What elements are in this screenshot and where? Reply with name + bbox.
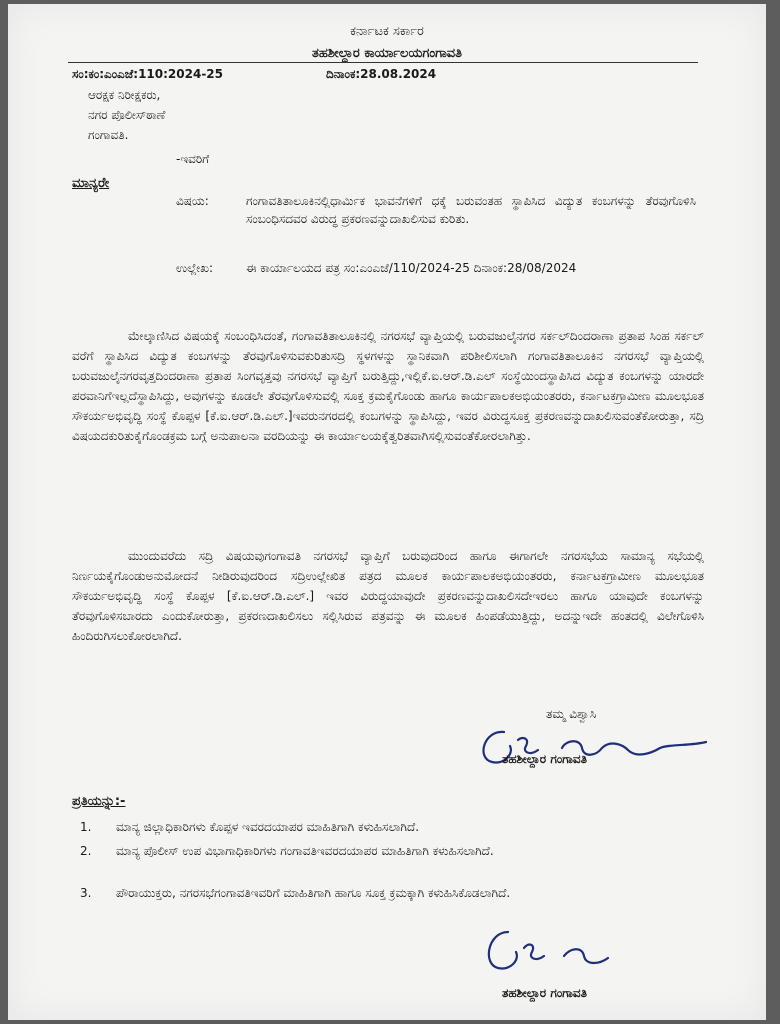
copy-item-text: ಪೌರಾಯುಕ್ತರು, ನಗರಸಭೆಗಂಗಾವತಿಇವರಿಗೆ ಮಾಹಿತಿಗಾಗಿ ಹಾಗೂ ಸೂಕ್ತ ಕ್ರಮಕ್ಕಾಗಿ ಕಳುಹಿಸಿಕೊಡಲಾಗಿದೆ. xyxy=(116,886,511,900)
copy-item-text: ಮಾನ್ಯ ಜಿಲ್ಲಾಧಿಕಾರಿಗಳು ಕೊಪ್ಪಳ ಇವರದಯಾಪರ ಮಾಹಿತಿಗಾಗಿ ಕಳುಹಿಸಲಾಗಿದೆ. xyxy=(116,820,420,834)
copy-item-text: ಮಾನ್ಯ ಪೊಲೀಸ್ ಉಪ ವಿಭಾಗಾಧಿಕಾರಿಗಳು ಗಂಗಾವತಿಇವರದಯಾಪರ ಮಾಹಿತಿಗಾಗಿ ಕಳುಹಿಸಲಾಗಿದೆ. xyxy=(116,844,494,858)
signatory-title-2: ತಹಶೀಲ್ದಾರ ಗಂಗಾವತಿ xyxy=(502,986,587,1000)
subject-label: ವಿಷಯ: xyxy=(176,194,209,208)
subject-text: ಗಂಗಾವತಿತಾಲೂಕಿನಲ್ಲಿಧಾರ್ಮಿಕ ಭಾವನೆಗಳಿಗೆ ಧಕ್ಕೆ ಬರುವಂತಹ ಸ್ಥಾಪಿಸಿದ ವಿದ್ಯುತ ಕಂಬಗಳನ್ನು ತೆರವುಗೊಳಿಸಿ ಸಂಬಂಧಿಸದವರ ವಿರುದ್ಧ ಪ್ರಕರಣವನ್ನುದಾಖಲಿಸುವ ಕುರಿತು. xyxy=(246,194,696,226)
copy-item-number: 2. xyxy=(80,844,92,858)
letter-date: ದಿನಾಂಕ:28.08.2024 xyxy=(326,67,437,81)
reference-label: ಉಲ್ಲೇಖ: xyxy=(176,261,214,275)
addressee-line-3: ಗಂಗಾವತಿ. xyxy=(88,128,129,142)
copy-item-number: 3. xyxy=(80,886,92,900)
addressee-line-1: ಆರಕ್ಷಕ ನಿರೀಕ್ಷಕರು, xyxy=(88,88,161,102)
signatory-title-1: ತಹಶೀಲ್ದಾರ ಗಂಗಾವತಿ xyxy=(502,752,587,766)
copies-heading: ಪ್ರತಿಯನ್ನು:- xyxy=(72,794,126,809)
reference-text: ಈ ಕಾರ್ಯಾಲಯದ ಪತ್ರ ಸಂ:ಎಂಎಜೆ/110/2024-25 ದಿನಾಂಕ:28/08/2024 xyxy=(246,261,577,275)
copy-item-3 xyxy=(80,884,704,920)
copy-item-number: 1. xyxy=(80,820,92,834)
addressee-line-4: -ಇವರಿಗೆ xyxy=(176,152,210,166)
signature-2 xyxy=(478,922,678,980)
copy-item-1 xyxy=(80,818,704,836)
government-heading: ಕರ್ನಾಟಕ ಸರ್ಕಾರ xyxy=(350,24,424,39)
body-paragraph-2: ಮುಂದುವರೆದು ಸದ್ರಿ ವಿಷಯವುಗಂಗಾವತಿ ನಗರಸಭೆ ವ್ಯಾಪ್ತಿಗೆ ಬರುವುದರಿಂದ ಹಾಗೂ ಈಗಾಗಲೇ ನಗರಸಭೆಯ ಸಾಮಾನ್ಯ ಸಭೆಯಲ್ಲಿ ನಿರ್ಣಯಕೈಗೊಂಡುಅನುಮೋದನೆ ನೀಡಿರುವುದರಿಂದ ಸದ್ರಿಉಲ್ಲೇಖಿತ ಪತ್ರದ ಮೂಲಕ ಕಾರ್ಯಪಾಲಕಅಭಿಯಂತರರು, ಕರ್ನಾಟಕಗ್ರಾಮೀಣ ಮೂಲಭೂತ ಸೌಕರ್ಯಅಭಿವೃದ್ಧಿ ಸಂಸ್ಥೆ ಕೊಪ್ಪಳ [ಕೆ.ಐ.ಆರ್.ಡಿ.ಎಲ್.] ಇವರ ವಿರುದ್ಧಯಾವುದೇ ಪ್ರಕರಣವನ್ನುದಾಖಲಿಸದೇಇರಲು ಹಾಗೂ ಯಾವುದೇ ಕಂಬಗಳನ್ನು ತೆರವುಗೊಳಿಸಬಾರದು ಎಂದುಕೋರುತ್ತಾ, ಪ್ರಕರಣದಾಖಲಿಸಲು ಸಲ್ಲಿಸಿರುವ ಪತ್ರವನ್ನು ಈ ಮೂಲಕ ಹಿಂಪಡೆಯುತ್ತಿದ್ದು, ಅದನ್ನುಇದೇ ಹಂತದಲ್ಲಿ ವಿಲೇಗೊಳಿಸಿ ಹಿಂದಿರುಗಿಸಲುಕೋರಲಾಗಿದೆ. xyxy=(72,549,704,643)
letter-page xyxy=(8,4,766,1020)
salutation: ಮಾನ್ಯರೇ xyxy=(72,176,110,191)
header-divider xyxy=(68,62,698,63)
closing-line: ತಮ್ಮ ವಿಶ್ವಾಸಿ xyxy=(546,707,597,721)
office-heading: ತಹಶೀಲ್ದಾರ ಕಾರ್ಯಾಲಯಗಂಗಾವತಿ xyxy=(311,46,463,61)
body-paragraph-1: ಮೇಲ್ಕಾಣಿಸಿದ ವಿಷಯಕ್ಕೆ ಸಂಬಂಧಿಸಿದಂತೆ, ಗಂಗಾವತಿತಾಲೂಕಿನಲ್ಲಿ ನಗರಸಭೆ ವ್ಯಾಪ್ತಿಯಲ್ಲಿ ಬರುವಜುಲೈನಗರ ಸರ್ಕಲ್‌ದಿಂದರಾಣಾ ಪ್ರತಾಪ ಸಿಂಹ ಸರ್ಕಲ್ ವರೆಗೆ ಸ್ಥಾಪಿಸಿದ ವಿದ್ಯುತ ಕಂಬಗಳನ್ನು ತೆರವುಗೊಳಿಸುವಕುರಿತುಸದ್ರಿ ಸ್ಥಳಗಳನ್ನು ಸ್ಥಾನಿಕವಾಗಿ ಪರಿಶೀಲಿಸಲಾಗಿ ಗಂಗಾವತಿತಾಲೂಕಿನ ನಗರಸಭೆ ವ್ಯಾಪ್ತಿಯಲ್ಲಿ ಬರುವಜುಲೈನಗರವೃತ್ತದಿಂದರಾಣಾ ಪ್ರತಾಪ ಸಿಂಗವೃತ್ತವು ನಗರಸಭೆ ವ್ಯಾಪ್ತಿಗೆ ಬರುತ್ತಿದ್ದು,ಇಲ್ಲಿಕೆ.ಐ.ಆರ್.ಡಿ.ಎಲ್ ಸಂಸ್ಥೆಯಿಂದಸ್ಥಾಪಿಸಿದ ವಿದ್ಯುತ ಕಂಬಗಳನ್ನು ಯಾರದೇ ಪರವಾನಿಗೆಇಲ್ಲದೆಸ್ಥಾಪಿಸಿದ್ದು, ಅವುಗಳನ್ನು ಕೂಡಲೇ ತೆರವುಗೊಳಿಸುವಲ್ಲಿ ಸೂಕ್ತ ಕ್ರಮಕೈಗೊಂಡು ಹಾಗೂ ಕಾರ್ಯಪಾಲಕಅಭಿಯಂತರರು, ಕರ್ನಾಟಕಗ್ರಾಮೀಣ ಮೂಲಭೂತ ಸೌಕರ್ಯಅಭಿವೃದ್ಧಿ ಸಂಸ್ಥೆ ಕೊಪ್ಪಳ [ಕೆ.ಐ.ಆರ್.ಡಿ.ಎಲ್.]ಇವರುನಗರದಲ್ಲಿ ಕಂಬಗಳನ್ನು ಸ್ಥಾಪಿಸಿದ್ದು, ಇವರ ವಿರುದ್ಧಸೂಕ್ತ ಪ್ರಕರಣವನ್ನುದಾಖಲಿಸುವಂತೆಕೋರುತ್ತಾ, ಸದ್ರಿ ವಿಷಯದಕುರಿತುಕೈಗೊಂಡಕ್ರಮ ಬಗ್ಗೆ ಅನುಪಾಲನಾ ವರದಿಯನ್ನು ಈ ಕಾರ್ಯಾಲಯಕ್ಕೆತ್ವರಿತವಾಗಿಸಲ್ಲಿಸುವಂತೆಕೋರಲಾಗಿತ್ತು. xyxy=(72,329,704,443)
copy-item-2 xyxy=(80,842,704,878)
addressee-line-2: ನಗರ ಪೊಲೀಸ್‌ಠಾಣೆ xyxy=(88,108,166,122)
reference-number: ಸಂ:ಕಂ:ಎಂಎಜೆ:110:2024-25 xyxy=(72,67,223,81)
